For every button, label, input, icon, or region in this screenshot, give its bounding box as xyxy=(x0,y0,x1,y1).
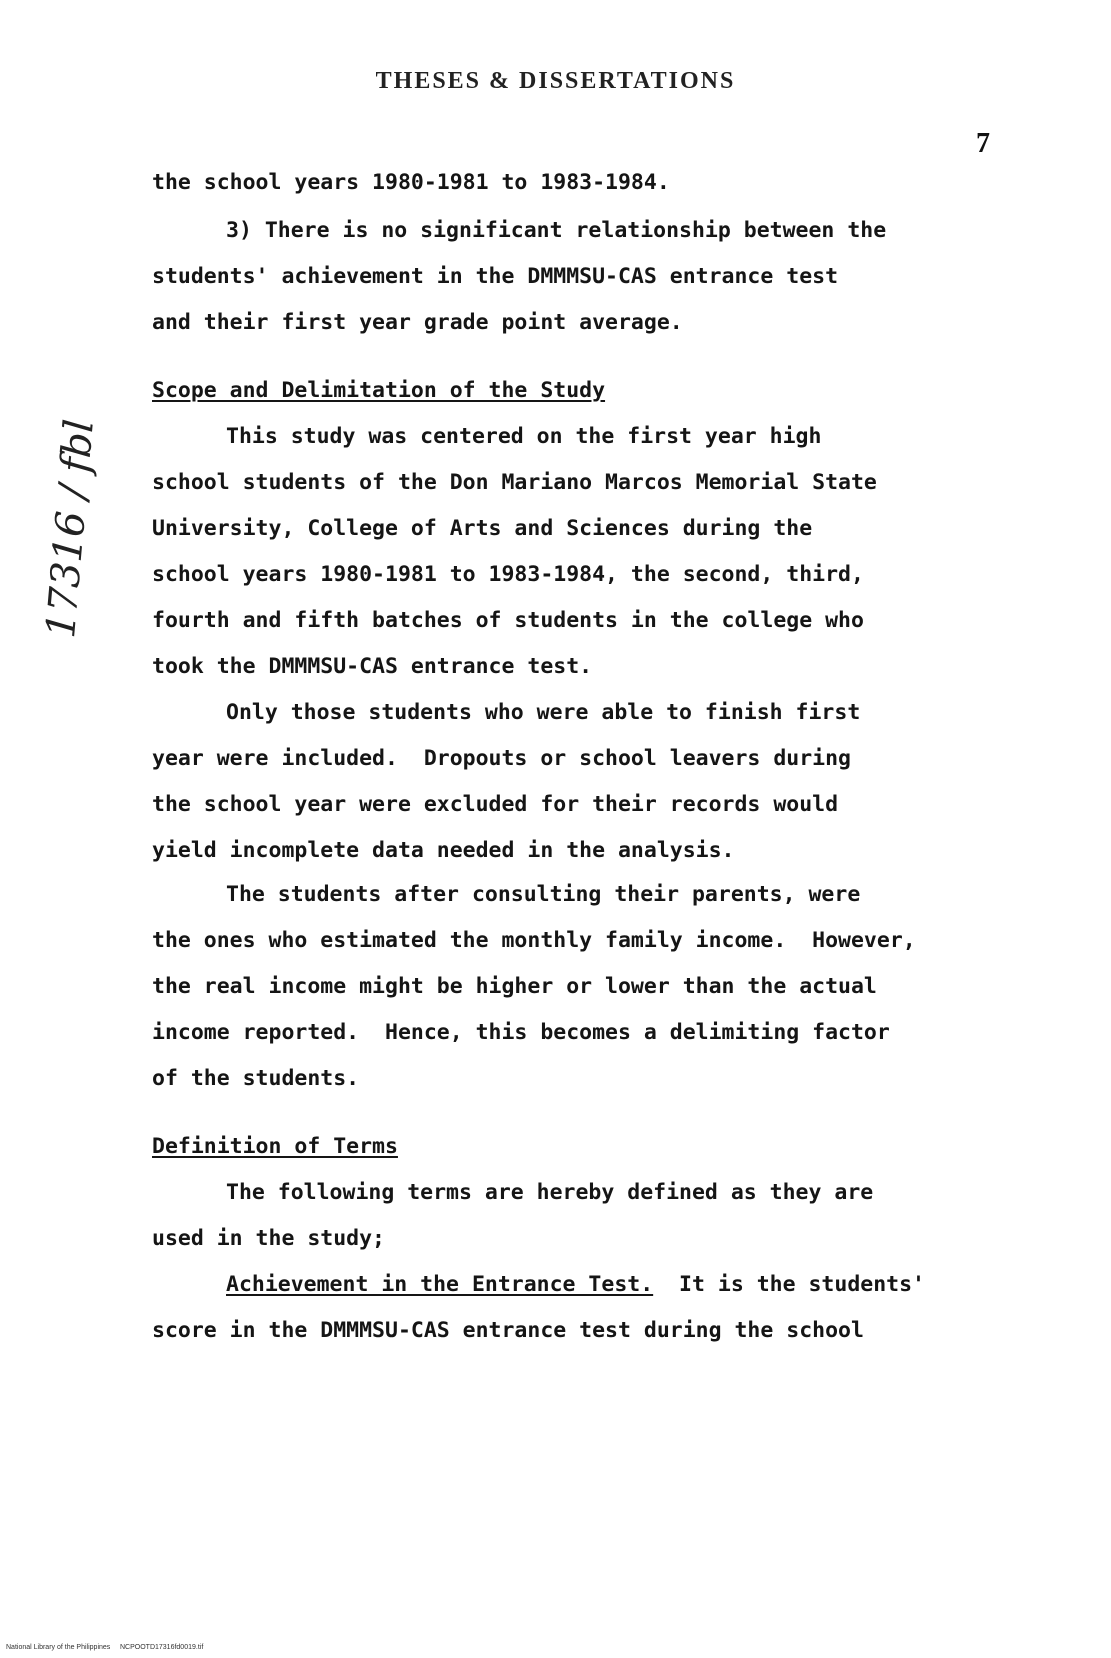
section-heading-scope: Scope and Delimitation of the Study xyxy=(152,378,606,403)
term-heading: Achievement in the Entrance Test. xyxy=(226,1272,654,1297)
term-definition-line xyxy=(226,1270,1032,1300)
term-text: It is the students' xyxy=(653,1272,925,1297)
text-line: score in the DMMMSU-CAS entrance test during the school xyxy=(152,1318,864,1343)
section-heading-definitions: Definition of Terms xyxy=(152,1134,398,1159)
text-line: 3) There is no significant relationship between the xyxy=(226,218,887,243)
scan-footer: National Library of the Philippines NCPOOTD17316fd0019.tif xyxy=(6,1644,204,1651)
text-line: the school years 1980-1981 to 1983-1984. xyxy=(152,170,670,195)
text-line: the school year were excluded for their records would xyxy=(152,792,839,817)
handwritten-margin-note: 17316 / fbl xyxy=(38,417,103,641)
text-line: University, College of Arts and Sciences during the xyxy=(152,516,813,541)
text-line: The students after consulting their parents, were xyxy=(226,882,861,907)
text-line: income reported. Hence, this becomes a delimiting factor xyxy=(152,1020,890,1045)
text-line: school students of the Don Mariano Marcos Memorial State xyxy=(152,470,877,495)
text-line: year were included. Dropouts or school leavers during xyxy=(152,746,851,771)
text-line: The following terms are hereby defined as they are xyxy=(226,1180,874,1205)
text-line: and their first year grade point average. xyxy=(152,310,683,335)
text-line: Only those students who were able to finish first xyxy=(226,700,861,725)
archive-stamp: THESES & DISSERTATIONS xyxy=(375,68,736,94)
text-line: school years 1980-1981 to 1983-1984, the second, third, xyxy=(152,562,864,587)
text-line: used in the study; xyxy=(152,1226,385,1251)
text-line: fourth and fifth batches of students in the college who xyxy=(152,608,864,633)
page-number: 7 xyxy=(976,128,990,159)
text-line: took the DMMMSU-CAS entrance test. xyxy=(152,654,593,679)
text-line: students' achievement in the DMMMSU-CAS entrance test xyxy=(152,264,839,289)
text-line: the real income might be higher or lower than the actual xyxy=(152,974,877,999)
text-line: yield incomplete data needed in the analysis. xyxy=(152,838,735,863)
text-line: This study was centered on the first year high xyxy=(226,424,822,449)
text-line: the ones who estimated the monthly family income. However, xyxy=(152,928,916,953)
text-line: of the students. xyxy=(152,1066,360,1091)
